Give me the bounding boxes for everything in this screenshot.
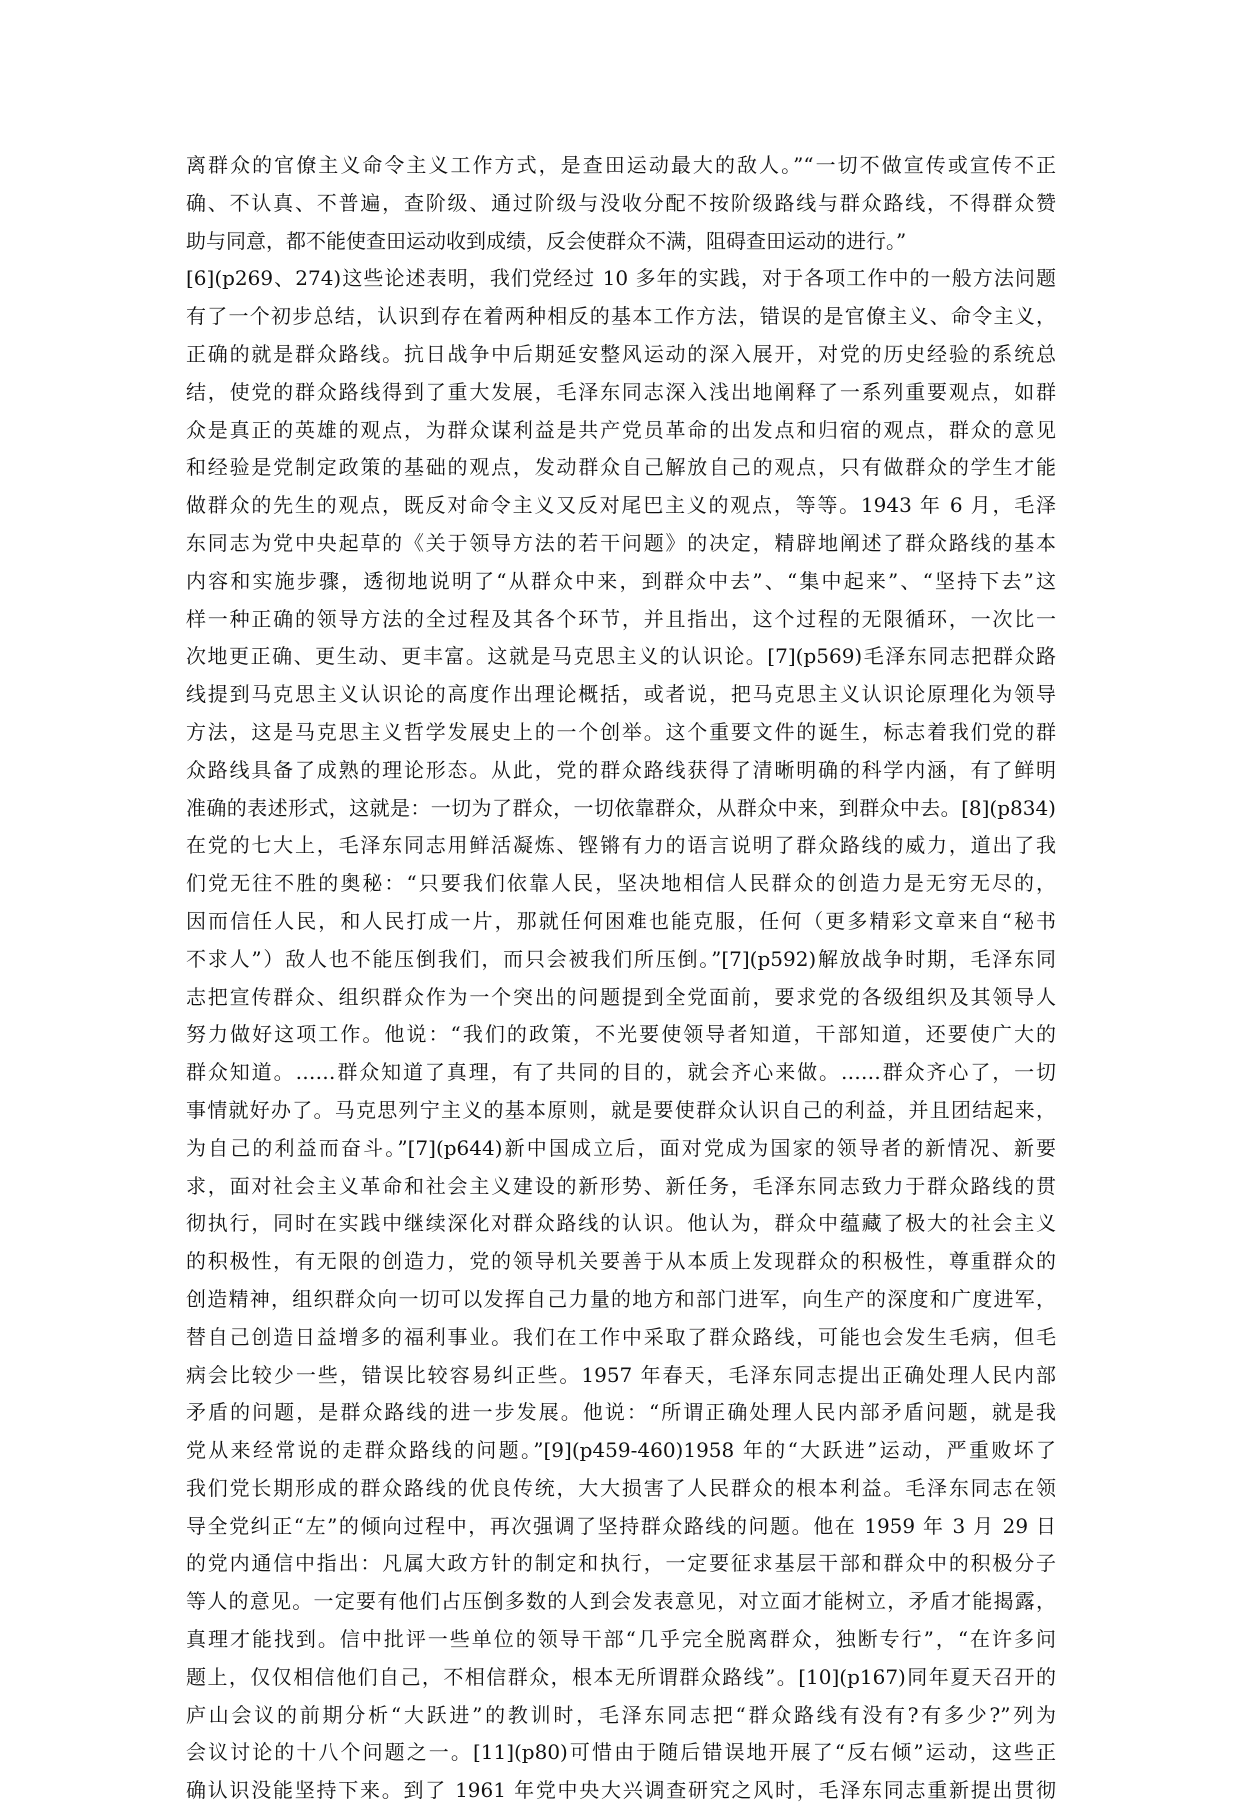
text-line: 替自己创造日益增多的福利事业。我们在工作中采取了群众路线，可能也会发生毛病，但毛 xyxy=(186,1324,1056,1349)
text-line: 的党内通信中指出：凡属大政方针的制定和执行，一定要征求基层干部和群众中的积极分子 xyxy=(186,1551,1056,1576)
text-line: 等人的意见。一定要有他们占压倒多数的人到会发表意见，对立面才能树立，矛盾才能揭露， xyxy=(186,1589,1056,1614)
text-line: 庐山会议的前期分析“大跃进”的教训时，毛泽东同志把“群众路线有没有?有多少?”列为 xyxy=(186,1702,1056,1727)
text-line: 的积极性，有无限的创造力，党的领导机关要善于从本质上发现群众的积极性，尊重群众的 xyxy=(186,1249,1056,1274)
text-line: 为自己的利益而奋斗。”[7](p644)新中国成立后，面对党成为国家的领导者的新情况、新要 xyxy=(186,1135,1056,1160)
text-line: 真理才能找到。信中批评一些单位的领导干部“几乎完全脱离群众，独断专行”，“在许多问 xyxy=(186,1627,1056,1652)
text-line: 创造精神，组织群众向一切可以发挥自己力量的地方和部门进军，向生产的深度和广度进军， xyxy=(186,1286,1056,1311)
text-line: 党从来经常说的走群众路线的问题。”[9](p459-460)1958 年的“大跃进”运动，严重败坏了 xyxy=(186,1438,1056,1463)
text-line: 我们党长期形成的群众路线的优良传统，大大损害了人民群众的根本利益。毛泽东同志在领 xyxy=(186,1475,1056,1500)
text-line: 确、不认真、不普遍，查阶级、通过阶级与没收分配不按阶级路线与群众路线，不得群众赞 xyxy=(186,190,1056,215)
text-line: 事情就好办了。马克思列宁主义的基本原则，就是要使群众认识自己的利益，并且团结起来， xyxy=(186,1097,1056,1122)
text-line: 不求人”）敌人也不能压倒我们，而只会被我们所压倒。”[7](p592)解放战争时期，毛泽东同 xyxy=(186,946,1056,971)
text-line: 题上，仅仅相信他们自己，不相信群众，根本无所谓群众路线”。[10](p167)同年夏天召开的 xyxy=(186,1664,1056,1689)
text-line: 方法，这是马克思主义哲学发展史上的一个创举。这个重要文件的诞生，标志着我们党的群 xyxy=(186,719,1056,744)
text-line: 内容和实施步骤，透彻地说明了“从群众中来，到群众中去”、“集中起来”、“坚持下去”这 xyxy=(186,568,1056,593)
text-line: 有了一个初步总结，认识到存在着两种相反的基本工作方法，错误的是官僚主义、命令主义， xyxy=(186,304,1056,329)
text-line: 东同志为党中央起草的《关于领导方法的若干问题》的决定，精辟地阐述了群众路线的基本 xyxy=(186,530,1056,555)
text-line: 求，面对社会主义革命和社会主义建设的新形势、新任务，毛泽东同志致力于群众路线的贯 xyxy=(186,1173,1056,1198)
text-line: 在党的七大上，毛泽东同志用鲜活凝炼、铿锵有力的语言说明了群众路线的威力，道出了我 xyxy=(186,833,1056,858)
text-line: 离群众的官僚主义命令主义工作方式，是查田运动最大的敌人。”“一切不做宣传或宣传不正 xyxy=(186,153,1056,177)
text-line: 病会比较少一些，错误比较容易纠正些。1957 年春天，毛泽东同志提出正确处理人民内部 xyxy=(186,1362,1056,1387)
text-line: 正确的就是群众路线。抗日战争中后期延安整风运动的深入展开，对党的历史经验的系统总 xyxy=(186,341,1056,366)
text-line: [6](p269、274)这些论述表明，我们党经过 10 多年的实践，对于各项工作中的一般方法问题 xyxy=(186,266,1056,291)
text-line: 志把宣传群众、组织群众作为一个突出的问题提到全党面前，要求党的各级组织及其领导人 xyxy=(186,984,1056,1009)
text-line: 结，使党的群众路线得到了重大发展，毛泽东同志深入浅出地阐释了一系列重要观点，如群 xyxy=(186,379,1056,404)
text-line: 会议讨论的十八个问题之一。[11](p80)可惜由于随后错误地开展了“反右倾”运动，这些正 xyxy=(186,1740,1056,1765)
text-line: 确认识没能坚持下来。到了 1961 年党中央大兴调查研究之风时，毛泽东同志重新提出贯彻 xyxy=(186,1778,1056,1803)
text-line: 样一种正确的领导方法的全过程及其各个环节，并且指出，这个过程的无限循环，一次比一 xyxy=(186,606,1056,631)
text-line: 做群众的先生的观点，既反对命令主义又反对尾巴主义的观点，等等。1943 年 6 月，毛泽 xyxy=(186,493,1056,518)
text-line: 众是真正的英雄的观点，为群众谋利益是共产党员革命的出发点和归宿的观点，群众的意见 xyxy=(186,417,1056,442)
text-line: 因而信任人民，和人民打成一片，那就任何困难也能克服，任何（更多精彩文章来自“秘书 xyxy=(186,908,1056,933)
text-line: 线提到马克思主义认识论的高度作出理论概括，或者说，把马克思主义认识论原理化为领导 xyxy=(186,682,1056,707)
body-text xyxy=(186,147,1056,1810)
text-line: 们党无往不胜的奥秘：“只要我们依靠人民，坚决地相信人民群众的创造力是无穷无尽的， xyxy=(186,871,1056,896)
text-line: 彻执行，同时在实践中继续深化对群众路线的认识。他认为，群众中蕴藏了极大的社会主义 xyxy=(186,1211,1056,1236)
text-line: 准确的表述形式，这就是：一切为了群众，一切依靠群众，从群众中来，到群众中去。[8](p834) xyxy=(186,795,1056,820)
text-line: 矛盾的问题，是群众路线的进一步发展。他说：“所谓正确处理人民内部矛盾问题，就是我 xyxy=(186,1400,1056,1425)
text-line: 众路线具备了成熟的理论形态。从此，党的群众路线获得了清晰明确的科学内涵，有了鲜明 xyxy=(186,757,1056,782)
text-line: 群众知道。……群众知道了真理，有了共同的目的，就会齐心来做。……群众齐心了，一切 xyxy=(186,1060,1056,1085)
text-line: 导全党纠正“左”的倾向过程中，再次强调了坚持群众路线的问题。他在 1959 年 3 月 29 日 xyxy=(186,1513,1056,1538)
text-line: 努力做好这项工作。他说：“我们的政策，不光要使领导者知道，干部知道，还要使广大的 xyxy=(186,1022,1056,1047)
text-line: 助与同意，都不能使查田运动收到成绩，反会使群众不满，阻碍查田运动的进行。” xyxy=(186,228,907,253)
text-line: 次地更正确、更生动、更丰富。这就是马克思主义的认识论。[7](p569)毛泽东同志把群众路 xyxy=(186,644,1056,669)
text-line: 和经验是党制定政策的基础的观点，发动群众自己解放自己的观点，只有做群众的学生才能 xyxy=(186,455,1056,480)
